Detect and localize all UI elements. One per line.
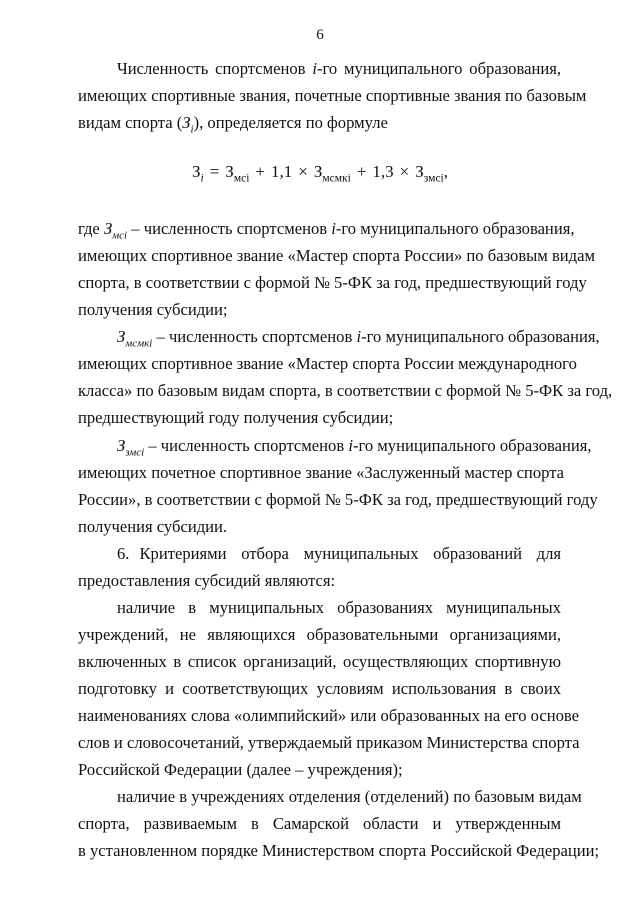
intro-line-3: видам спорта $(З_i)$, определяется по формуле bbox=[78, 113, 388, 136]
crit1-line-6: слов и словосочетаний, утверждаемый приказом Министерства спорта bbox=[78, 733, 580, 752]
crit1-line-5: наименованиях слова «олимпийский» или образованных на его основе bbox=[78, 706, 580, 725]
def2-line-2: имеющих спортивное звание «Мастер спорта России международного bbox=[78, 354, 577, 373]
intro-line-1: Численность спортсменов i-го муниципального образования, bbox=[117, 59, 561, 78]
crit1-line-3: включенных в список организаций, осуществляющих спортивную bbox=[78, 652, 561, 671]
crit1-line-4: подготовку и соответствующих условиям использования в своих bbox=[78, 679, 561, 698]
def1-line-4: получения субсидии; bbox=[78, 300, 228, 319]
crit2-line-2: спорта, развиваемым в Самарской области и утвержденным bbox=[78, 814, 561, 833]
def3-line-3: России», в соответствии с формой № 5-ФК за год, предшествующий году bbox=[78, 490, 598, 509]
crit1-line-1: наличие в муниципальных образованиях муниципальных bbox=[117, 598, 561, 617]
def1-line-2: имеющих спортивное звание «Мастер спорта России» по базовым видам bbox=[78, 246, 595, 265]
formula: $З_i = З_{мсi} + 1,1 \times З_{мсмкi} + 1,3 \times З_{змсi}$, bbox=[191, 162, 449, 185]
page-number: 6 bbox=[316, 27, 324, 43]
def1-line-3: спорта, в соответствии с формой № 5-ФК за год, предшествующий году bbox=[78, 273, 587, 292]
def2-line-3: класса» по базовым видам спорта, в соответствии с формой № 5-ФК за год, bbox=[78, 381, 613, 400]
crit1-line-2: учреждений, не являющихся образовательными организациями, bbox=[78, 625, 561, 644]
section6-line-2: предоставления субсидий являются: bbox=[78, 571, 336, 590]
def3-line-1: $З_{змсi}$ – численность спортсменов i-го муниципального образования, bbox=[117, 436, 592, 459]
def3-line-4: получения субсидии. bbox=[78, 517, 228, 536]
crit2-line-3: в установленном порядке Министерством спорта Российской Федерации; bbox=[78, 841, 600, 860]
intro-line-2: имеющих спортивные звания, почетные спортивные звания по базовым bbox=[78, 86, 587, 105]
def1-line-1: где $З_{мсi}$ – численность спортсменов i-го муниципального образования, bbox=[78, 219, 575, 242]
def2-line-1: $З_{мсмкi}$ – численность спортсменов i-го муниципального образования, bbox=[117, 327, 600, 350]
def2-line-4: предшествующий году получения субсидии; bbox=[78, 408, 394, 427]
crit2-line-1: наличие в учреждениях отделения (отделений) по базовым видам bbox=[117, 787, 582, 806]
crit1-line-7: Российской Федерации (далее – учреждения); bbox=[78, 760, 403, 779]
section6-line-1: 6. Критериями отбора муниципальных образований для bbox=[117, 544, 561, 563]
def3-line-2: имеющих почетное спортивное звание «Заслуженный мастер спорта bbox=[78, 463, 565, 482]
